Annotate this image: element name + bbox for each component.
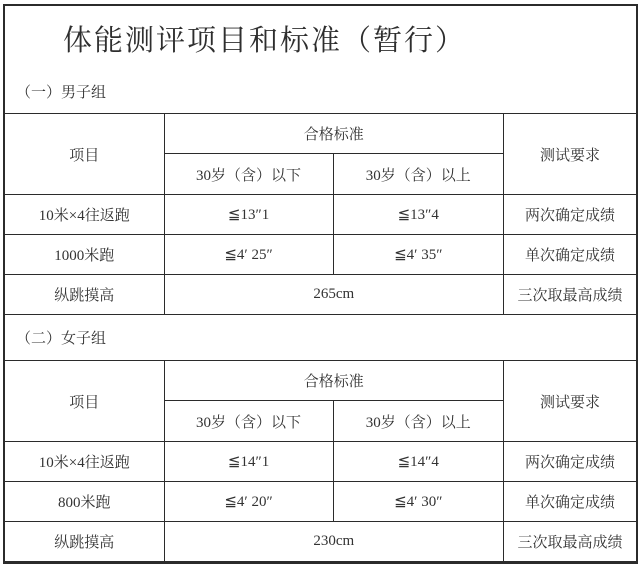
pass-standard-header-cell: 合格标准 [164,114,503,154]
women-standards-table [5,360,636,562]
under-30-value-cell: ≦13″1 [164,195,333,235]
test-requirement-header-cell: 测试要求 [503,114,636,195]
table-row [5,442,636,482]
age-under-30-header-cell: 30岁（含）以下 [164,154,333,195]
header-row [5,114,636,154]
pass-standard-header-cell: 合格标准 [164,361,503,401]
item-cell: 10米×4往返跑 [5,195,164,235]
item-cell: 纵跳摸高 [5,275,164,315]
age-over-30-header-cell: 30岁（含）以上 [333,401,503,442]
requirement-cell: 三次取最高成绩 [503,275,636,315]
item-header-cell: 项目 [5,114,164,195]
page-title: 体能测评项目和标准（暂行） [63,25,467,57]
under-30-value-cell: ≦4′ 25″ [164,235,333,275]
item-cell: 纵跳摸高 [5,522,164,562]
merged-value-cell: 265cm [164,275,503,315]
merged-value-cell: 230cm [164,522,503,562]
item-cell: 1000米跑 [5,235,164,275]
age-under-30-header-cell: 30岁（含）以下 [164,401,333,442]
men-standards-table [5,113,636,315]
table-row [5,235,636,275]
requirement-cell: 单次确定成绩 [503,482,636,522]
under-30-value-cell: ≦4′ 20″ [164,482,333,522]
section-label-women: （二）女子组 [16,331,107,347]
table-row [5,195,636,235]
over-30-value-cell: ≦4′ 35″ [333,235,503,275]
item-cell: 10米×4往返跑 [5,442,164,482]
requirement-cell: 两次确定成绩 [503,195,636,235]
header-row [5,361,636,401]
over-30-value-cell: ≦13″4 [333,195,503,235]
document-page [3,4,638,564]
requirement-cell: 三次取最高成绩 [503,522,636,562]
test-requirement-header-cell: 测试要求 [503,361,636,442]
item-cell: 800米跑 [5,482,164,522]
over-30-value-cell: ≦14″4 [333,442,503,482]
requirement-cell: 单次确定成绩 [503,235,636,275]
age-over-30-header-cell: 30岁（含）以上 [333,154,503,195]
table-row [5,275,636,315]
table-row [5,522,636,562]
item-header-cell: 项目 [5,361,164,442]
under-30-value-cell: ≦14″1 [164,442,333,482]
section-label-men: （一）男子组 [16,85,107,101]
table-row [5,482,636,522]
over-30-value-cell: ≦4′ 30″ [333,482,503,522]
requirement-cell: 两次确定成绩 [503,442,636,482]
